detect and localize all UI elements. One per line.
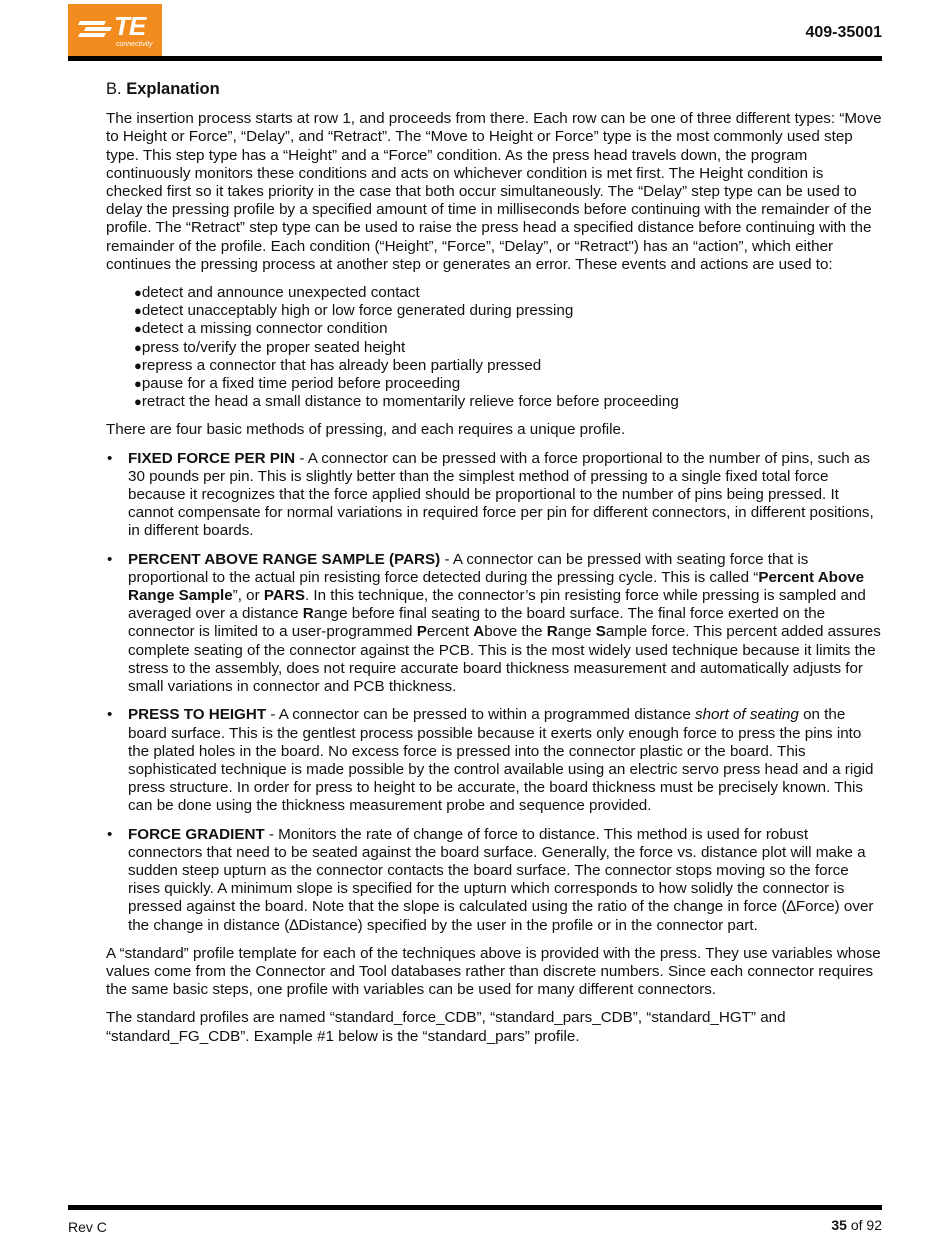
method-force-gradient	[106, 826, 882, 935]
method-pars: • PERCENT ABOVE RANGE SAMPLE (PARS) - A connector can be pressed with seating force that is proportional to the actual pin resisting force detected during the pressing cycle. This is called “Percent Above Range Sample”, or PARS. In this technique, the connector’s pin resisting force while pressing is sampled and averaged over a distance Range before final seating to the board surface. The final force exerted on the connector is limited to a user-programmed Percent Above the Range Sample force. This percent added assures complete seating of the connector against the PCB. This is the most widely used technique because it limits the stress to the assembly, does not require accurate board thickness measurement and automatically adjusts for small variations in connector and PCB thickness.	[107, 550, 881, 696]
methods-intro: There are four basic methods of pressing, and each requires a unique profile.	[106, 421, 626, 439]
method-press-to-height: • PRESS TO HEIGHT - A connector can be pressed to within a programmed distance short of seating on the board surface. This is the gentlest process possible because it exerts only enough force to press the pins into the plated holes in the board. No excess force is pressed into the connector plastic or the board. This sophisticated technique is made possible by the control available using an electric servo press head and a rigid press structure. In order for press to height to be accurate, the board thickness must be precisely known. This can be done using the thickness measurement probe and sequence provided.	[107, 706, 874, 815]
header-rule	[68, 56, 882, 61]
page-body	[106, 80, 882, 1056]
revision-label: Rev C	[68, 1219, 107, 1235]
bullet-icon: •	[107, 825, 113, 843]
document-number: 409-35001	[805, 24, 882, 41]
method-title: FIXED FORCE PER PIN	[128, 449, 296, 467]
bullet-icon: •	[107, 706, 113, 724]
footer-rule	[68, 1205, 882, 1210]
profile-names-paragraph: The standard profiles are named “standard_force_CDB”, “standard_pars_CDB”, “standard_HGT” and “standard_FG_CDB”. Example #1 below is the “standard_pars” profile.	[106, 1009, 786, 1045]
te-connectivity-logo	[68, 4, 162, 57]
list-item: ● press to/verify the proper seated height	[134, 339, 882, 357]
events-list	[106, 284, 882, 411]
methods-list	[106, 450, 882, 935]
page-current: 35	[831, 1217, 847, 1233]
list-item: ● repress a connector that has already been partially pressed	[134, 357, 882, 375]
list-item: ● detect unacceptably high or low force generated during pressing	[134, 302, 882, 320]
list-item: ● detect a missing connector condition	[134, 320, 882, 338]
section-heading	[106, 80, 882, 98]
method-title: FORCE GRADIENT	[128, 825, 265, 843]
method-fixed-force	[106, 450, 882, 541]
page-total: of 92	[846, 1217, 882, 1233]
method-text: - A connector can be pressed with a force proportional to the number of pins, such as 30 pounds per pin. This is slightly better than the simplest method of pressing to a single fixed total force because it recognizes that the force applied should be proportional to the number of pins being pressed. It cannot compensate for normal variations in required force per pin for different connectors, in different positions, in different boards.	[128, 449, 874, 540]
page-number	[831, 1217, 882, 1233]
method-title: PERCENT ABOVE RANGE SAMPLE (PARS)	[128, 550, 441, 568]
list-item: ● retract the head a small distance to momentarily relieve force before proceeding	[134, 393, 882, 411]
section-letter: B.	[106, 80, 122, 98]
method-title: PRESS TO HEIGHT	[128, 706, 267, 724]
method-text: - Monitors the rate of change of force to distance. This method is used for robust connectors that need to be seated against the board surface. Generally, the force vs. distance plot will make a sudden steep upturn as the connector contacts the board surface. The connector stops moving so the force rises quickly. A minimum slope is specified for the upturn which corresponds to how solidly the connector is pressed against the board. Note that the slope is calculated using the ratio of the change in force (∆Force) over the change in distance (∆Distance) specified by the user in the profile or in the connector part.	[128, 825, 874, 934]
bullet-icon: •	[107, 550, 113, 568]
logo-subtext: connectivity	[116, 41, 153, 48]
list-item: ● pause for a fixed time period before proceeding	[134, 375, 882, 393]
list-item: ● detect and announce unexpected contact	[134, 284, 882, 302]
intro-paragraph: The insertion process starts at row 1, and proceeds from there. Each row can be one of three different types: “Move to Height or Force”, “Delay”, and “Retract”. The “Move to Height or Force” type is the most commonly used step type. This step type has a “Height” and a “Force” condition. As the press head travels down, the program continuously monitors these conditions and acts on whichever condition is met first. The Height condition is checked first so it takes priority in the case that both occur simultaneously. The “Delay” step type can be used to delay the pressing profile by a specified amount of time in milliseconds before continuing with the remainder of the profile. The “Retract” step type can be used to raise the press head a specified distance before continuing with the remainder of the profile. Each condition (“Height”, “Force”, “Delay”, or “Retract") has an “action”, which either continues the pressing process at another step or generates an error. These events and actions are used to:	[106, 110, 882, 273]
bullet-icon: •	[107, 449, 113, 467]
logo-text: TE	[114, 11, 146, 41]
section-title: Explanation	[126, 80, 220, 98]
standard-profile-paragraph: A “standard” profile template for each of the techniques above is provided with the press. They use variables whose values come from the Connector and Tool databases rather than discrete numbers. Since each connector requires the same basic steps, one profile with variables can be used for many different connectors.	[106, 944, 881, 999]
